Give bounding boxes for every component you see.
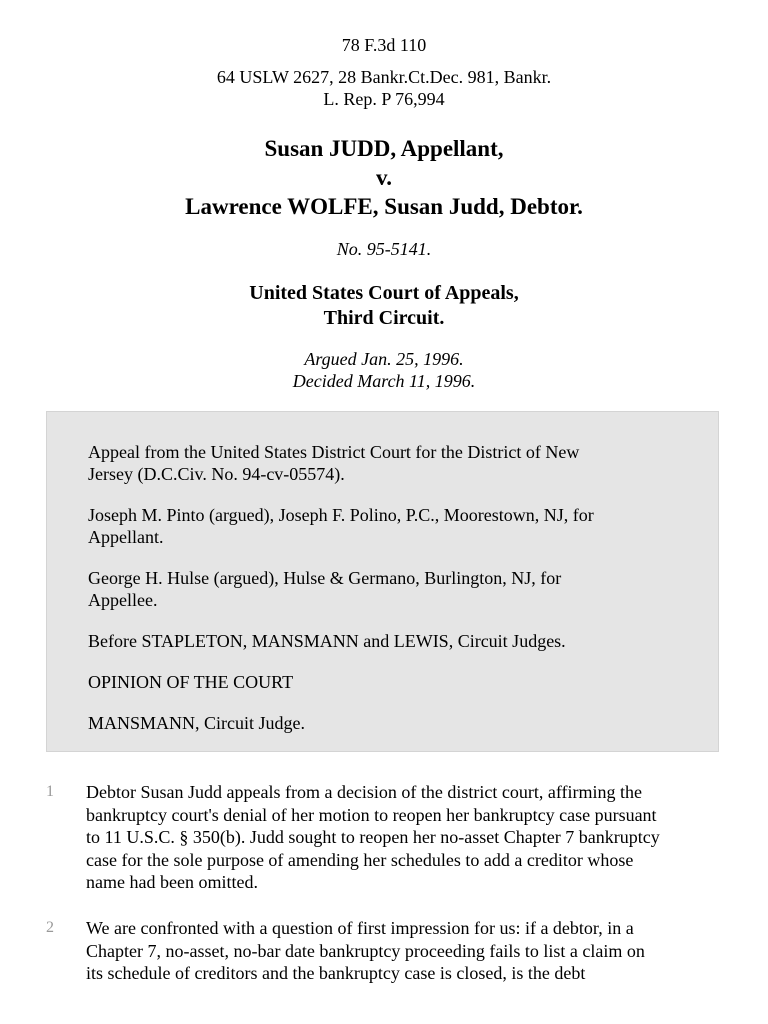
caption-appellee: Lawrence WOLFE, Susan Judd, Debtor. [185, 194, 583, 219]
counsel-appellant [88, 504, 678, 548]
paragraph-line: name had been omitted. [86, 872, 258, 892]
case-dates [0, 348, 768, 392]
paragraph-line: We are confronted with a question of first impression for us: if a debtor, in a [86, 918, 634, 938]
headnote-box [46, 411, 719, 752]
paragraph-number: 2 [46, 919, 54, 936]
citation-parallel [0, 66, 768, 110]
counsel-appellee-line: Appellee. [88, 590, 158, 610]
opinion-author: MANSMANN, Circuit Judge. [88, 713, 306, 733]
court-name-line: United States Court of Appeals, [249, 282, 519, 304]
paragraph-line: bankruptcy court's denial of her motion to reopen her bankruptcy case pursuant [86, 804, 657, 825]
caption-versus: v. [376, 165, 392, 190]
citation-main [0, 34, 768, 56]
judges-panel: Before STAPLETON, MANSMANN and LEWIS, Circuit Judges. [88, 631, 566, 651]
docket-number-text: No. 95-5141. [336, 239, 432, 259]
citation-main-text: 78 F.3d 110 [341, 35, 427, 55]
counsel-appellee-line: George H. Hulse (argued), Hulse & Germano, Burlington, NJ, for [88, 568, 562, 588]
citation-parallel-line: L. Rep. P 76,994 [323, 89, 445, 109]
paragraph-line: to 11 U.S.C. § 350(b). Judd sought to reopen her no-asset Chapter 7 bankruptcy [86, 827, 660, 847]
docket-number [0, 238, 768, 260]
citation-parallel-line: 64 USLW 2627, 28 Bankr.Ct.Dec. 981, Bankr. [216, 67, 552, 87]
opinion-heading: OPINION OF THE COURT [88, 672, 294, 692]
decided-date: Decided March 11, 1996. [292, 371, 476, 391]
counsel-appellee [88, 567, 678, 611]
court-name [0, 281, 768, 331]
paragraph-text [86, 917, 738, 985]
paragraph-text [86, 781, 738, 894]
paragraph-line: case for the sole purpose of amending her schedules to add a creditor whose [86, 849, 634, 870]
caption-appellant: Susan JUDD, Appellant, [264, 136, 504, 161]
court-name-line: Third Circuit. [323, 307, 445, 329]
appeal-from-line: Jersey (D.C.Civ. No. 94-cv-05574). [88, 464, 345, 484]
paragraph-line: Debtor Susan Judd appeals from a decision of the district court, affirming the [86, 782, 643, 802]
paragraph-number: 1 [46, 783, 54, 800]
appeal-from-line: Appeal from the United States District Court for the District of New [88, 442, 580, 462]
counsel-appellant-line: Appellant. [88, 527, 164, 547]
case-caption [0, 134, 768, 221]
appeal-from [88, 441, 678, 485]
paragraph-line: Chapter 7, no-asset, no-bar date bankruptcy proceeding fails to list a claim on [86, 940, 645, 961]
counsel-appellant-line: Joseph M. Pinto (argued), Joseph F. Polino, P.C., Moorestown, NJ, for [88, 505, 594, 525]
argued-date: Argued Jan. 25, 1996. [304, 349, 464, 369]
paragraph-line: its schedule of creditors and the bankruptcy case is closed, is the debt [86, 963, 586, 983]
